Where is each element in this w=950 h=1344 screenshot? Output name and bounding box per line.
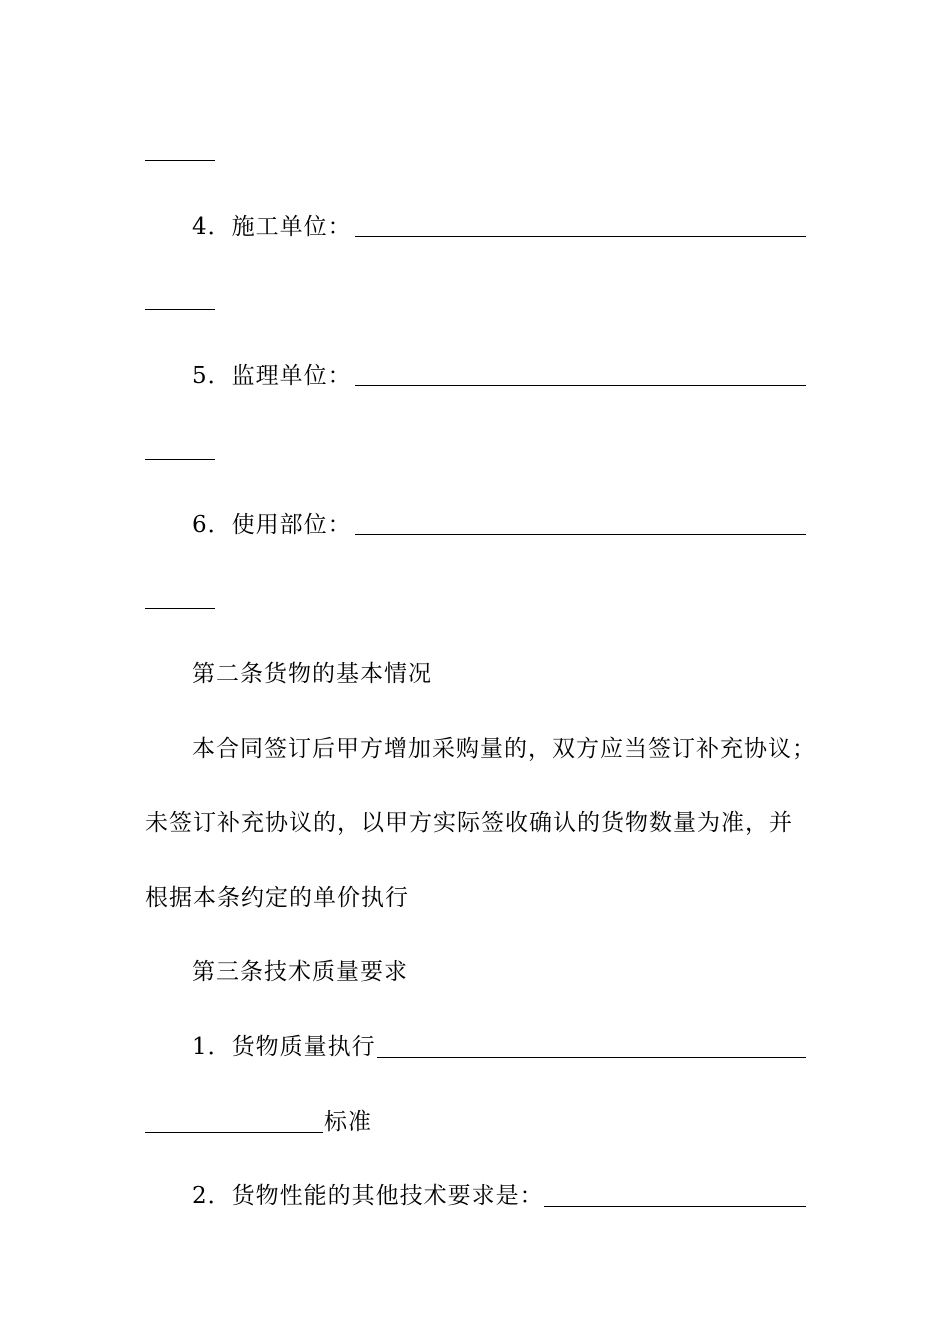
article-heading: 第二条货物的基本情况 xyxy=(192,661,432,687)
blank-line xyxy=(145,608,215,609)
paragraph-line: 本合同签订后甲方增加采购量的，双方应当签订补充协议； xyxy=(192,736,816,762)
blank-line xyxy=(145,1132,323,1133)
item-label: 6．使用部位： xyxy=(192,512,352,538)
article-heading: 第三条技术质量要求 xyxy=(192,959,408,985)
item-suffix: 标准 xyxy=(324,1109,372,1135)
blank-line xyxy=(355,236,806,237)
blank-line xyxy=(145,309,215,310)
item-label: 2．货物性能的其他技术要求是： xyxy=(192,1183,544,1209)
blank-line xyxy=(377,1057,806,1058)
blank-line xyxy=(145,459,215,460)
blank-line xyxy=(544,1206,806,1207)
item-label: 4．施工单位： xyxy=(192,214,352,240)
blank-line xyxy=(145,160,215,161)
item-label: 5．监理单位： xyxy=(192,363,352,389)
blank-line xyxy=(355,534,806,535)
paragraph-line: 根据本条约定的单价执行 xyxy=(145,885,409,911)
blank-line xyxy=(355,385,806,386)
paragraph-line: 未签订补充协议的，以甲方实际签收确认的货物数量为准，并 xyxy=(145,810,793,836)
item-label: 1．货物质量执行 xyxy=(192,1034,376,1060)
